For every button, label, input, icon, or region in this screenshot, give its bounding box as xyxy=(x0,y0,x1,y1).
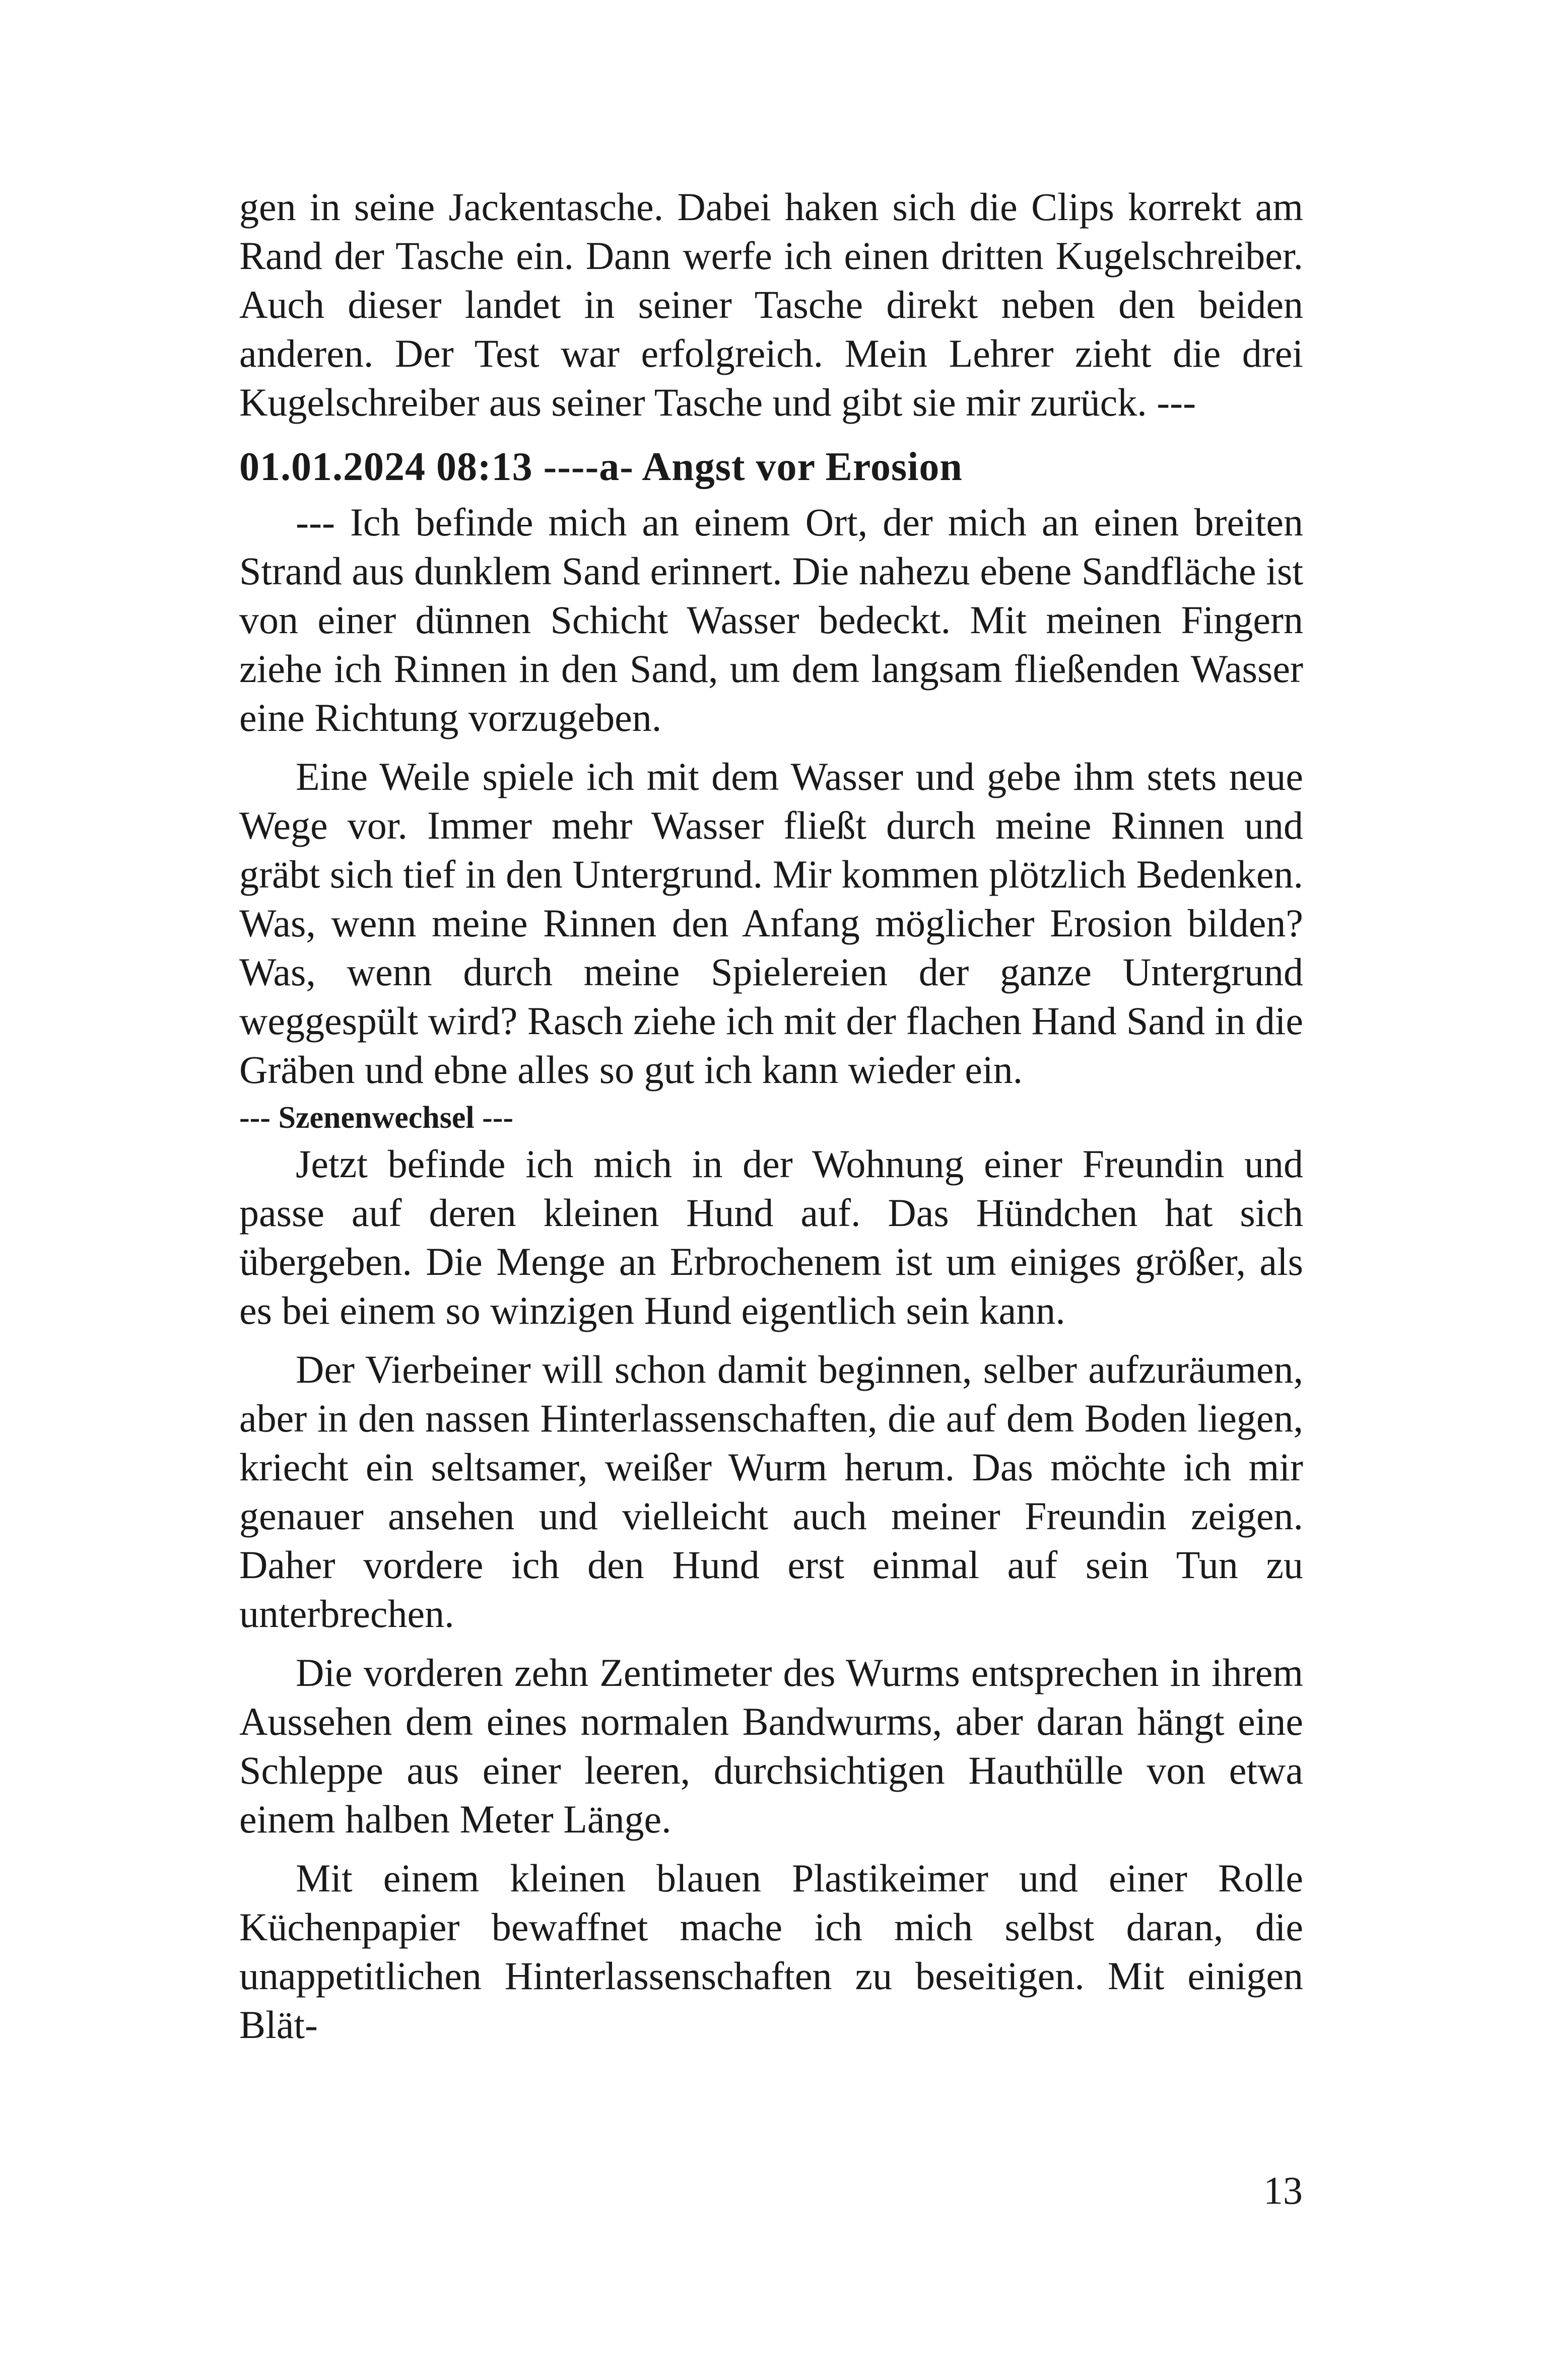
paragraph: --- Ich befinde mich an einem Ort, der mich an einen breiten Strand aus dunklem Sand erinnert. Die nahezu ebene Sandfläche ist von einer dünnen Schicht Wasser bedeckt. Mit meinen Fingern ziehe ich Rinnen in den Sand, um dem langsam fließenden Wasser eine Richtung vorzugeben. xyxy=(239,500,1303,739)
paragraph: Der Vierbeiner will schon damit beginnen, selber aufzuräumen, aber in den nassen Hinterlassenschaften, die auf dem Boden liegen, kriecht ein seltsamer, weißer Wurm herum. Das möchte ich mir genauer ansehen und vielleicht auch meiner Freundin zeigen. Daher vordere ich den Hund erst einmal auf sein Tun zu unterbrechen. xyxy=(239,1347,1303,1636)
scene-break: --- Szenenwechsel --- xyxy=(239,1101,514,1135)
paragraph: Eine Weile spiele ich mit dem Wasser und gebe ihm stets neue Wege vor. Immer mehr Wasser fließt durch meine Rinnen und gräbt sich tief in den Untergrund. Mir kommen plötzlich Bedenken. Was, wenn meine Rinnen den Anfang möglicher Erosion bilden? Was, wenn durch meine Spielereien der ganze Untergrund weggespült wird? Rasch ziehe ich mit der flachen Hand Sand in die Gräben und ebne alles so gut ich kann wieder ein. xyxy=(239,755,1303,1092)
body-text xyxy=(239,182,1303,2049)
page-number: 13 xyxy=(1263,2168,1303,2212)
paragraph: Mit einem kleinen blauen Plastikeimer und einer Rolle Küchenpapier bewaffnet mache ich mich selbst daran, die unappetitlichen Hinterlassenschaften zu beseitigen. Mit einigen Blät- xyxy=(239,1856,1303,2047)
paragraph-continued: gen in seine Jackentasche. Dabei haken sich die Clips korrekt am Rand der Tasche ein. Dann werfe ich einen dritten Kugelschreiber. Auch dieser landet in seiner Tasche direkt neben den beiden anderen. Der Test war erfolgreich. Mein Lehrer zieht die drei Kugelschreiber aus seiner Tasche und gibt sie mir zurück. --- xyxy=(239,185,1303,424)
paragraph: Jetzt befinde ich mich in der Wohnung einer Freundin und passe auf deren kleinen Hund auf. Das Hündchen hat sich übergeben. Die Menge an Erbrochenem ist um einiges größer, als es bei einem so winzigen Hund eigentlich sein kann. xyxy=(239,1142,1303,1332)
paragraph: Die vorderen zehn Zentimeter des Wurms entsprechen in ihrem Aussehen dem eines normalen Bandwurms, aber daran hängt eine Schleppe aus einer leeren, durchsichtigen Hauthülle von etwa einem halben Meter Länge. xyxy=(239,1651,1303,1841)
entry-heading: 01.01.2024 08:13 ----a- Angst vor Erosion xyxy=(239,445,963,489)
